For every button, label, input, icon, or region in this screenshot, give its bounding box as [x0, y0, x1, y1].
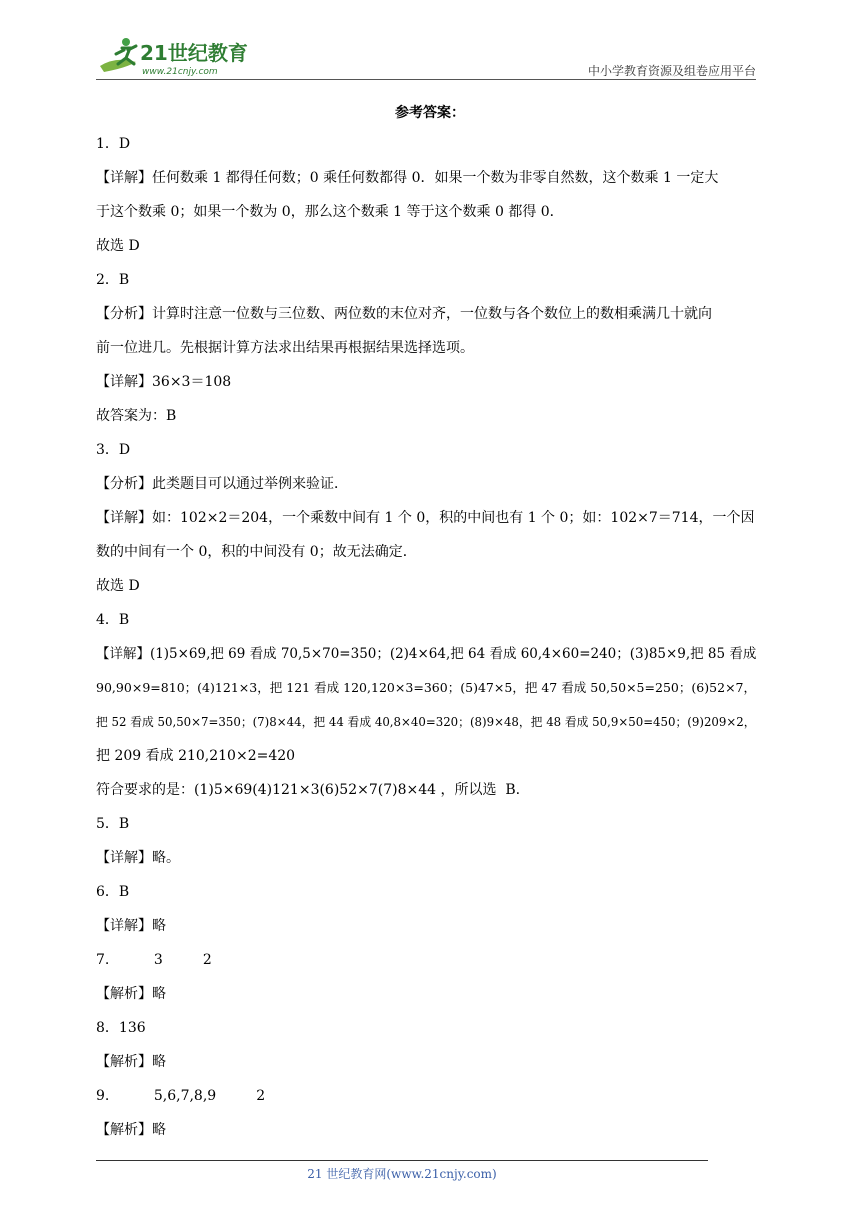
- answer-line: 前一位进几。先根据计算方法求出结果再根据结果选择选项。: [96, 340, 474, 356]
- answer-line: 3．D: [96, 442, 131, 458]
- answer-line: 符合要求的是：(1)5×69(4)121×3(6)52×7(7)8×44 ，所以选 B.: [96, 782, 521, 798]
- page-footer: 21 世纪教育网(www.21cnjy.com): [307, 1167, 497, 1181]
- answer-line: 【详解】(1)5×69,把 69 看成 70,5×70=350；(2)4×64,把 64 看成 60,4×60=240；(3)85×9,把 85 看成: [96, 646, 757, 662]
- answer-line: 90,90×9=810；(4)121×3，把 121 看成 120,120×3=360；(5)47×5，把 47 看成 50,50×5=250；(6)52×7，: [96, 680, 757, 695]
- answer-line: 故选 D: [96, 578, 140, 594]
- answer-line: 5．B: [96, 816, 130, 832]
- answer-line: 【解析】略: [96, 1054, 166, 1070]
- answer-line: 把 52 看成 50,50×7=350；(7)8×44，把 44 看成 40,8×40=320；(8)9×48，把 48 看成 50,9×50=450；(9)209×2，: [96, 715, 756, 729]
- logo-url: www.21cnjy.com: [142, 67, 218, 77]
- answer-line: 【详解】任何数乘 1 都得任何数；0 乘任何数都得 0．如果一个数为非零自然数，这个数乘 1 一定大: [96, 170, 719, 186]
- answer-line: 7. 3 2: [96, 952, 212, 968]
- answer-line: 【详解】略: [96, 918, 166, 934]
- answer-line: 故答案为：B: [96, 408, 177, 424]
- answer-line: 【详解】36×3＝108: [96, 374, 232, 390]
- answer-line: 把 209 看成 210,210×2=420: [96, 748, 296, 764]
- page-header: [96, 32, 756, 80]
- site-logo: [96, 32, 266, 78]
- answer-content: [96, 127, 762, 1147]
- answer-line: 【解析】略: [96, 986, 166, 1002]
- logo-text: 21世纪教育: [140, 41, 248, 65]
- answer-line: 【分析】计算时注意一位数与三位数、两位数的末位对齐，一位数与各个数位上的数相乘满几十就向: [96, 306, 712, 322]
- answer-line: 6．B: [96, 884, 130, 900]
- header-platform-text: 中小学教育资源及组卷应用平台: [587, 64, 756, 78]
- answer-line: 【详解】如：102×2＝204，一个乘数中间有 1 个 0，积的中间也有 1 个 0；如：102×7＝714，一个因: [96, 510, 755, 526]
- header-divider: [96, 79, 756, 80]
- answer-line: 故选 D: [96, 238, 140, 254]
- answer-line: 9. 5,6,7,8,9 2: [96, 1088, 266, 1104]
- answer-line: 数的中间有一个 0，积的中间没有 0；故无法确定．: [96, 544, 417, 560]
- answer-line: 2．B: [96, 272, 130, 288]
- answer-line: 【分析】此类题目可以通过举例来验证．: [96, 476, 348, 492]
- page-title: 参考答案：: [395, 105, 465, 121]
- answer-line: 于这个数乘 0；如果一个数为 0，那么这个数乘 1 等于这个数乘 0 都得 0．: [96, 204, 564, 220]
- answer-line: 【详解】略。: [96, 850, 180, 866]
- answer-line: 8．136: [96, 1020, 146, 1036]
- answer-line: 【解析】略: [96, 1122, 166, 1138]
- answer-line: 4．B: [96, 612, 130, 628]
- answer-line: 1．D: [96, 136, 131, 152]
- footer-divider: [96, 1160, 708, 1161]
